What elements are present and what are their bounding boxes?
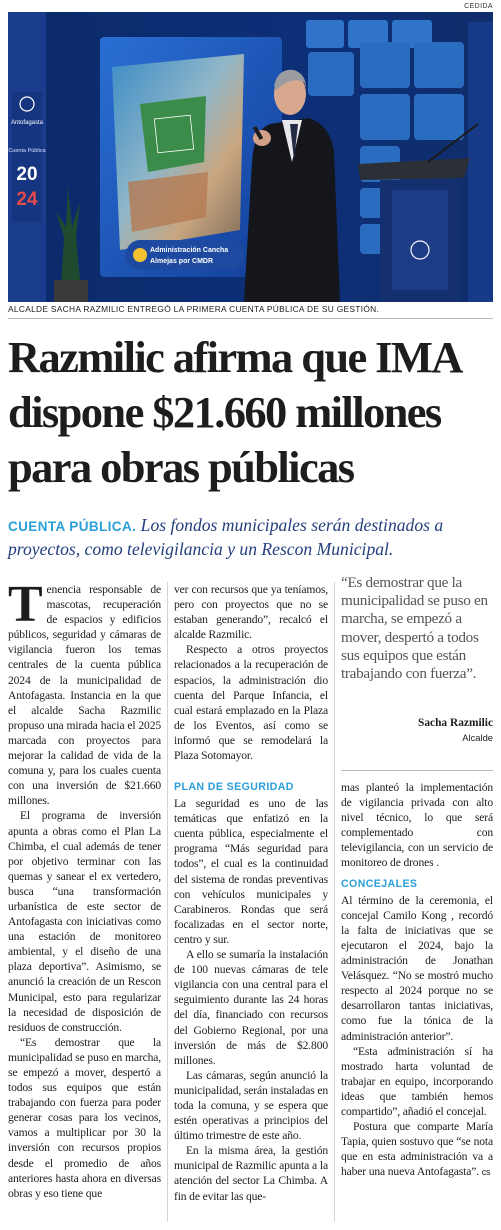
body-paragraph xyxy=(8,576,161,808)
pull-quote: “Es demostrar que la municipalidad se puso en marcha, se empezó a mover, despertó a todos sus equipos que están trabajando con fuerza”. xyxy=(341,574,488,683)
body-paragraph: A ello se sumaría la instalación de 100 nuevas cámaras de tele vigilancia con una central para el seguimiento durante las 24 horas del día, financiado con recursos del Gobierno Regional, por una inversión de más de $2.800 millones. xyxy=(174,948,328,1067)
body-paragraph: El programa de inversión apunta a obras como el Plan La Chimba, el cual además de tener por objetivo terminar con las quemas y sanear el ex vertedero, busca “una transformación urbanística de este sector de Antofagasta con iniciativas como una estación de monitoreo ambiental, y el diseño de una plaza deportiva”. Asimismo, se anunció la creación de un Rescon Municipal, esto para regularizar la necesidad de disposición de residuos de construcción. xyxy=(8,809,161,1034)
pull-quote-name: Sacha Razmilic xyxy=(418,717,493,729)
news-photo xyxy=(8,12,493,302)
body-paragraph: mas planteó la implementación de vigilancia privada con alto nivel técnico, lo que será complementado con televigilancia, con un servicio de monitoreo de drones . xyxy=(341,781,493,870)
headline-line-1: Razmilic afirma que IMA xyxy=(8,332,462,382)
banner-year-bottom: 24 xyxy=(16,189,38,210)
headline xyxy=(8,330,493,495)
body-text: Postura que comparte María Tapia, quien sostuvo que “se nota que en esta administración va a haber una nueva Antofagasta”. xyxy=(341,1120,493,1179)
body-paragraph: La seguridad es uno de las temáticas que enfatizó en la cuenta pública, especialmente el programa “Más seguridad para todos”, el cual es la continuidad del sistema de rondas preventivas con vehículos municipales y Carabineros. Rondas que será focalizadas en el sector norte, centro y sur. xyxy=(174,797,328,946)
body-paragraph: Al término de la ceremonia, el concejal Camilo Kong , recordó la falta de iniciativas que se ejecutaron el 2024, bajo la administración de Jonathan Velásquez. “No se mostró mucho respecto al 2024 porque no se desarrollaron tantas iniciativas, como fue la tónica de la administración anterior”. xyxy=(341,893,493,1043)
column-divider xyxy=(334,582,335,1222)
article-column-2-bottom xyxy=(174,780,328,1204)
article-column-2-top xyxy=(174,582,328,763)
deck xyxy=(8,514,493,561)
banner-label: Cuenta Pública xyxy=(8,148,46,154)
article-column-1 xyxy=(8,576,161,1201)
body-paragraph: ver con recursos que ya teníamos, pero con proyectos que no se estaban generando”, recalcó el alcalde Razmilic. xyxy=(174,583,328,642)
screen-caption-line2: Almejas por CMDR xyxy=(150,258,214,265)
body-text: enencia responsable de mascotas, recuperación de espacios y edificios públicos, seguridad y cámaras de vigilancia fueron los temas centrales de la cuenta pública 2024 de la municipalidad de Antofagasta. Instancia en la que el alcalde Sacha Razmilic propuso una mirada hacia el 2025 marcada con proyectos para mejorar la calidad de vida de la comuna y, para los cuales cuenta con una inversión de $21.660 millones. xyxy=(8,583,161,808)
column-divider xyxy=(167,582,168,1222)
location-pin-icon xyxy=(133,248,147,262)
banner-year-top: 20 xyxy=(16,164,38,185)
headline-line-3: para obras públicas xyxy=(8,442,354,492)
photo-caption: ALCALDE SACHA RAZMILIC ENTREGÓ LA PRIMERA CUENTA PÚBLICA DE SU GESTIÓN. xyxy=(8,304,380,314)
body-paragraph xyxy=(341,1119,493,1180)
event-banner xyxy=(8,12,47,302)
subhead-councillors: CONCEJALES xyxy=(341,877,418,890)
pull-quote-divider xyxy=(341,770,493,771)
body-paragraph: En la misma área, la gestión municipal de Razmilic apunta a la atención del sector La Chimba. A fin de evitar las que- xyxy=(174,1144,328,1203)
soccer-field xyxy=(140,96,206,172)
headline-line-2: dispone $21.660 millones xyxy=(8,387,441,437)
pull-quote-role: Alcalde xyxy=(462,732,493,743)
body-paragraph: Respecto a otros proyectos relacionados a la recuperación de espacios, la administración dio cuenta del Parque Infancia, el cual estará emplazado en la Plaza de los Eventos, así como se informó que se remodelará la Plaza Sotomayor. xyxy=(174,643,328,763)
end-mark: cs xyxy=(481,1167,491,1178)
body-paragraph: Las cámaras, según anunció la municipalidad, serán instaladas en toda la comuna, y se espera que estén operativas a principios del último trimestre de este año. xyxy=(174,1068,328,1143)
subhead-security: PLAN DE SEGURIDAD xyxy=(174,781,294,793)
body-paragraph: “Esta administración sí ha mostrado harta voluntad de trabajar en equipo, incorporando ideas que también hemos compartido”, añadió el concejal. xyxy=(341,1044,493,1118)
banner-brand: Antofagasta xyxy=(10,120,44,126)
caption-divider xyxy=(8,318,493,319)
drop-cap: T xyxy=(8,576,43,633)
body-paragraph: “Es demostrar que la municipalidad se puso en marcha, se empezó a mover, despertó a todos sus equipos que están trabajando con fuerza para poder generar cosas para los vecinos, vamos a multiplicar por 30 la inversión con recursos propios desde el promedio de años anteriores hasta ahora en diversas obras y eso tiene que xyxy=(8,1035,161,1200)
article-column-3-bottom xyxy=(341,780,493,1180)
deck-kicker: CUENTA PÚBLICA. xyxy=(8,519,137,534)
stage-scene xyxy=(8,12,493,302)
screen-caption-line1: Administración Cancha xyxy=(150,247,229,254)
photo-credit: CEDIDA xyxy=(464,3,493,10)
deck-text: Los fondos municipales serán destinados a proyectos, como televigilancia y un Rescon Municipal. xyxy=(8,515,444,559)
